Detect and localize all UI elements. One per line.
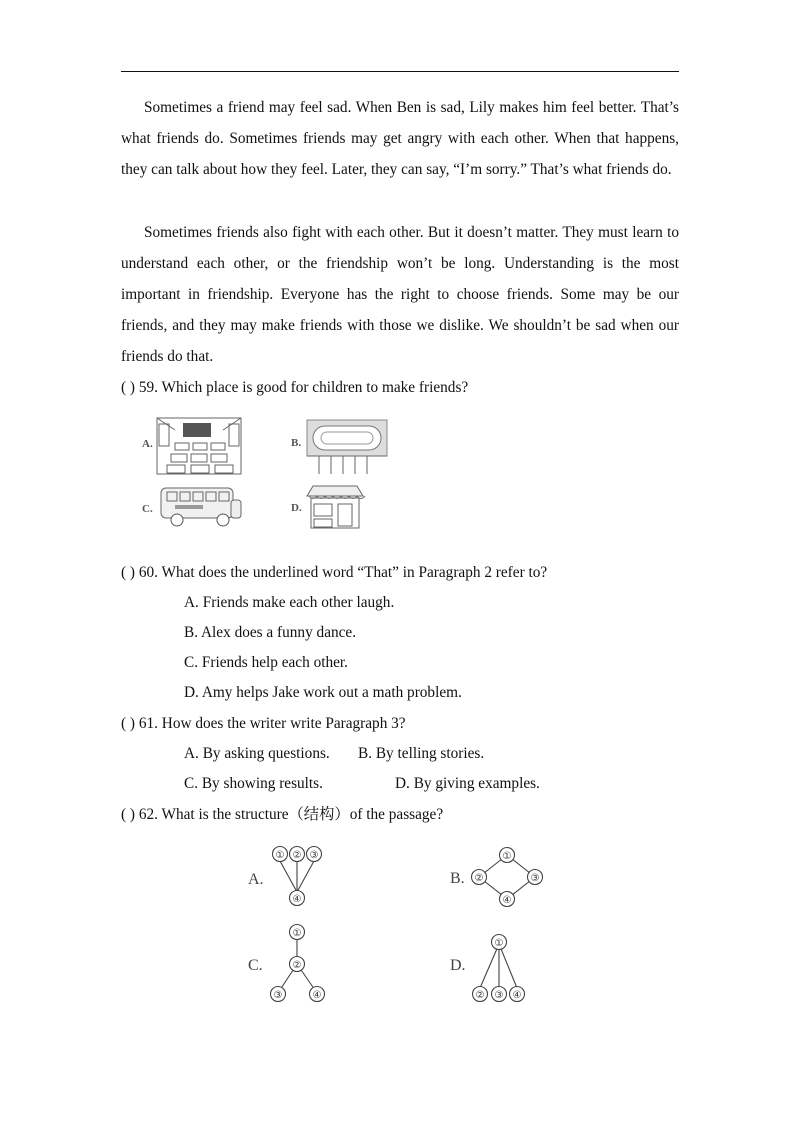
- diagram-c-node: ③: [273, 990, 283, 1001]
- classroom-picture: [157, 418, 241, 474]
- q62-option-a-label: A.: [248, 871, 264, 888]
- question-62-structure-diagrams: [240, 840, 560, 1010]
- diagram-b-node: ④: [502, 895, 512, 906]
- diagram-d-node: ②: [475, 990, 485, 1001]
- q59-option-a-label: A.: [142, 438, 153, 450]
- diagram-b-node: ③: [530, 873, 540, 884]
- diagram-a-node: ①: [275, 850, 285, 861]
- question-59-pictures: [135, 410, 405, 538]
- passage-paragraph-2: Sometimes friends also fight with each other. But it doesn’t matter. They must learn to understand each other, or the friendship won’t be long. Understanding is the most important in friendship. Everyone has the right to choose friends. Some may be our friends, and they may make friends with those we dislike. We shouldn’t be sad when our friends do that.: [121, 224, 679, 365]
- diagram-a-node: ②: [292, 850, 302, 861]
- question-60: ( ) 60. What does the underlined word “That” in Paragraph 2 refer to?: [121, 564, 548, 581]
- diagram-a-node: ③: [309, 850, 319, 861]
- header-rule: [121, 71, 679, 72]
- q59-option-b-label: B.: [291, 437, 302, 449]
- diagram-d-node: ④: [512, 990, 522, 1001]
- q61-option-a: A. By asking questions.: [184, 745, 330, 762]
- diagram-d-node: ①: [494, 938, 504, 949]
- diagram-c: [271, 925, 325, 1002]
- q60-option-b: B. Alex does a funny dance.: [184, 624, 357, 641]
- q61-option-c: C. By showing results.: [184, 775, 323, 792]
- diagram-c-node: ①: [292, 928, 302, 939]
- diagram-d-node: ③: [494, 990, 504, 1001]
- question-59: ( ) 59. Which place is good for children to make friends?: [121, 379, 469, 396]
- q60-option-c: C. Friends help each other.: [184, 654, 348, 671]
- q62-option-b-label: B.: [450, 870, 465, 887]
- diagram-b-node: ①: [502, 851, 512, 862]
- q60-option-d: D. Amy helps Jake work out a math problem.: [184, 684, 462, 701]
- diagram-a-node: ④: [292, 894, 302, 905]
- diagram-c-node: ②: [292, 960, 302, 971]
- q59-option-c-label: C.: [142, 503, 153, 515]
- passage-paragraph-1: Sometimes a friend may feel sad. When Ben is sad, Lily makes him feel better. That’s what friends do. Sometimes friends may get angry with each other. When that happens, they can talk about how they feel. Later, they can say, “I’m sorry.” That’s what friends do.: [121, 99, 679, 178]
- q61-option-d: D. By giving examples.: [395, 775, 540, 792]
- sports-field-picture: [307, 420, 387, 474]
- question-62: ( ) 62. What is the structure（结构）of the passage?: [121, 806, 444, 823]
- diagram-c-node: ④: [312, 990, 322, 1001]
- question-61: ( ) 61. How does the writer write Paragraph 3?: [121, 715, 406, 732]
- q59-option-d-label: D.: [291, 502, 302, 514]
- q62-option-c-label: C.: [248, 957, 263, 974]
- diagram-b-node: ②: [474, 873, 484, 884]
- diagram-d: [473, 935, 525, 1002]
- diagram-a: [273, 847, 322, 906]
- q61-option-b: B. By telling stories.: [358, 745, 485, 762]
- school-bus-picture: [161, 488, 241, 526]
- diagram-b: [472, 848, 543, 907]
- shop-picture: [307, 486, 365, 528]
- q62-option-d-label: D.: [450, 957, 466, 974]
- q60-option-a: A. Friends make each other laugh.: [184, 594, 395, 611]
